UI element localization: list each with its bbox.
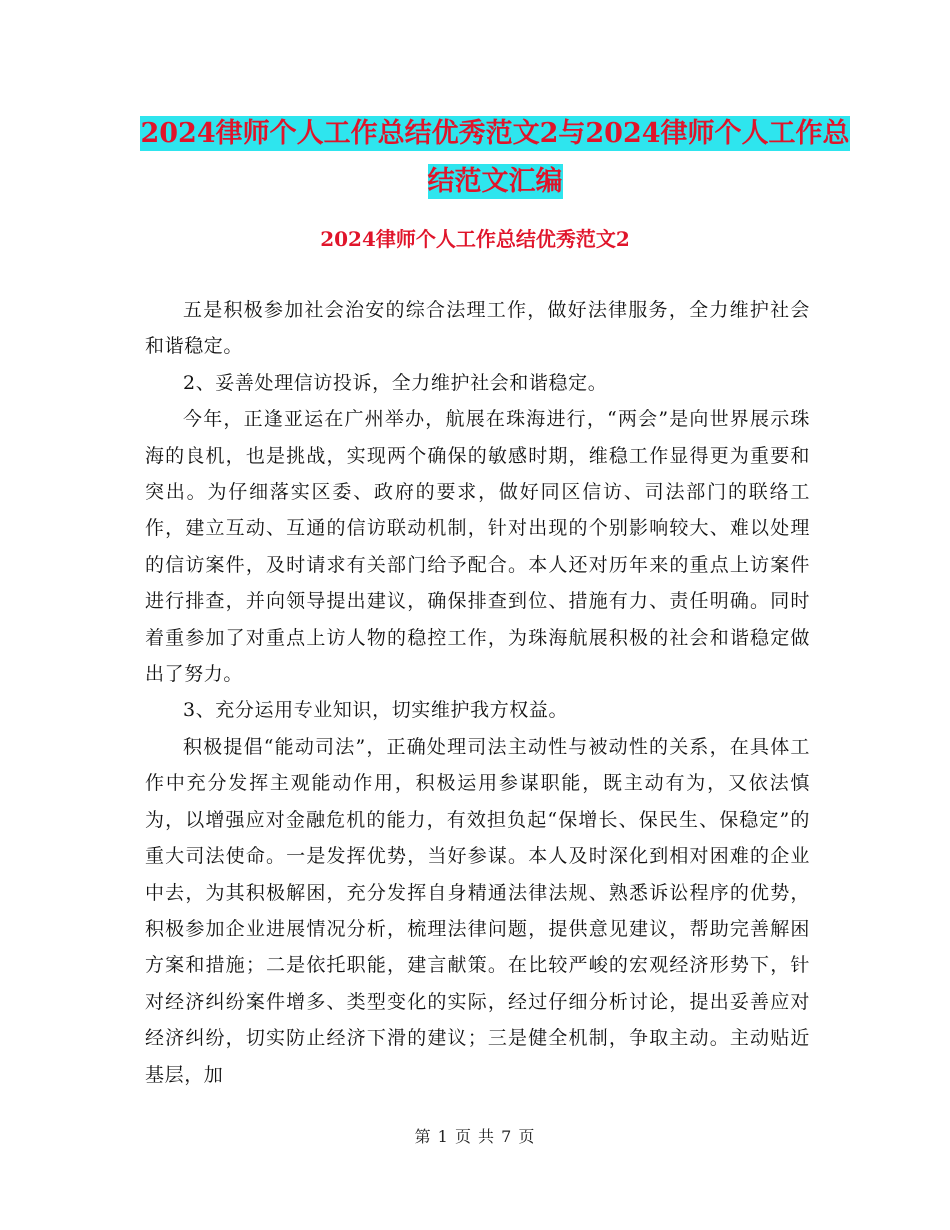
page-number-footer: 第 1 页 共 7 页 (414, 1127, 536, 1146)
paragraph: 积极提倡“能动司法”，正确处理司法主动性与被动性的关系，在具体工作中充分发挥主观能动作用，积极运用参谋职能，既主动有为，又依法慎为，以增强应对金融危机的能力，有效担负起“保增长、保民生、保稳定”的重大司法使命。一是发挥优势，当好参谋。本人及时深化到相对困难的企业中去，为其积极解困，充分发挥自身精通法律法规、熟悉诉讼程序的优势，积极参加企业进展情况分析，梳理法律问题，提供意见建议，帮助完善解困方案和措施；二是依托职能，建言献策。在比较严峻的宏观经济形势下，针对经济纠纷案件增多、类型变化的实际，经过仔细分析讨论，提出妥善应对经济纠纷，切实防止经济下滑的建议；三是健全机制，争取主动。主动贴近基层，加 (145, 735, 810, 1086)
document-title-text: 2024律师个人工作总结优秀范文2与2024律师个人工作总结范文汇编 (140, 118, 850, 197)
paragraph: 2、妥善处理信访投诉，全力维护社会和谐稳定。 (183, 371, 608, 394)
document-title (140, 110, 850, 206)
body-text (145, 292, 810, 1093)
paragraph: 五是积极参加社会治安的综合法理工作，做好法律服务，全力维护社会和谐稳定。 (145, 299, 810, 358)
paragraph: 今年，正逢亚运在广州举办，航展在珠海进行，“两会”是向世界展示珠海的良机，也是挑战，实现两个确保的敏感时期，维稳工作显得更为重要和突出。为仔细落实区委、政府的要求，做好同区信访、司法部门的联络工作，建立互动、互通的信访联动机制，针对出现的个别影响较大、难以处理的信访案件，及时请求有关部门给予配合。本人还对历年来的重点上访案件进行排查，并向领导提出建议，确保排查到位、措施有力、责任明确。同时着重参加了对重点上访人物的稳控工作，为珠海航展积极的社会和谐稳定做出了努力。 (145, 408, 810, 686)
paragraph: 3、充分运用专业知识，切实维护我方权益。 (183, 699, 569, 722)
section-title: 2024律师个人工作总结优秀范文2 (320, 227, 630, 251)
